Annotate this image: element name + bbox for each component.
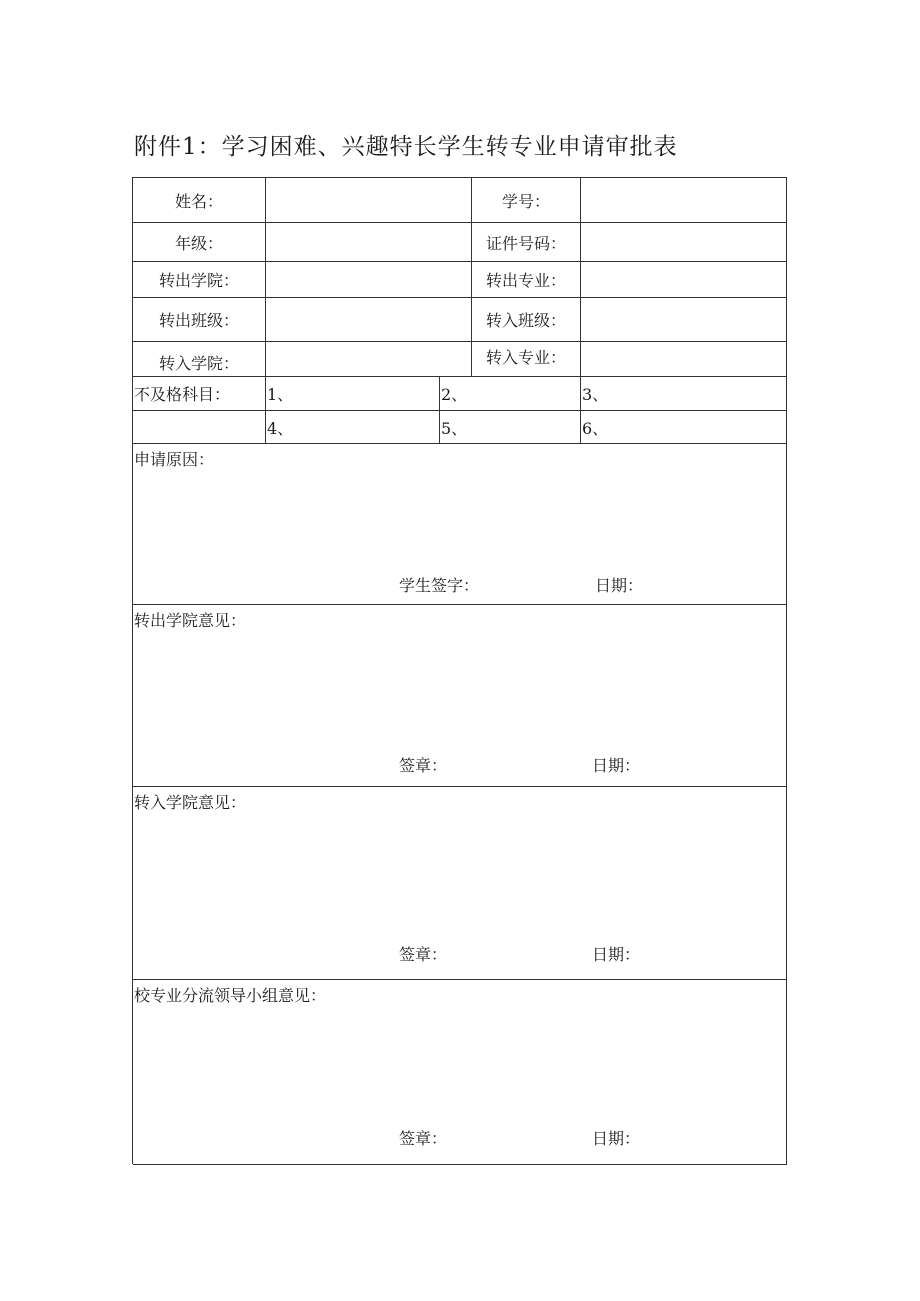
school-group-opinion-section[interactable] <box>133 980 787 1165</box>
to-college-date-label: 日期： <box>592 945 641 964</box>
failed-course-1[interactable] <box>266 377 440 411</box>
school-group-date-label: 日期： <box>592 1129 641 1148</box>
failed-course-2[interactable] <box>440 377 581 411</box>
from-college-opinion-label: 转出学院意见： <box>134 611 247 630</box>
from-class-label: 转出班级： <box>133 298 266 342</box>
name-field[interactable] <box>266 178 472 223</box>
from-college-label: 转出学院： <box>133 262 266 298</box>
name-label: 姓名： <box>133 178 266 223</box>
to-college-field[interactable] <box>266 342 472 377</box>
reason-label: 申请原因： <box>134 450 215 469</box>
from-major-label: 转出专业： <box>472 262 581 298</box>
from-major-field[interactable] <box>581 262 787 298</box>
to-college-opinion-section[interactable] <box>133 787 787 980</box>
to-major-label: 转入专业： <box>472 342 581 377</box>
student-signature-label: 学生签字： <box>399 576 480 595</box>
student-id-label: 学号： <box>472 178 581 223</box>
grade-label: 年级： <box>133 223 266 262</box>
failed-course-6[interactable] <box>581 411 787 444</box>
failed-courses-label: 不及格科目： <box>133 377 266 411</box>
failed-course-4[interactable] <box>266 411 440 444</box>
school-group-seal-label: 签章： <box>399 1129 448 1148</box>
failed-course-1-label: 1、 <box>267 385 294 404</box>
application-form <box>132 177 787 1164</box>
to-major-field[interactable] <box>581 342 787 377</box>
from-college-seal-label: 签章： <box>399 756 448 775</box>
from-college-field[interactable] <box>266 262 472 298</box>
failed-course-2-label: 2、 <box>441 385 468 404</box>
failed-course-4-label: 4、 <box>267 418 294 438</box>
failed-course-3-label: 3、 <box>582 385 609 404</box>
school-group-opinion-label: 校专业分流领导小组意见： <box>134 986 327 1005</box>
to-class-label: 转入班级： <box>472 298 581 342</box>
to-college-opinion-label: 转入学院意见： <box>134 793 247 812</box>
failed-course-6-label: 6、 <box>582 418 609 438</box>
from-class-field[interactable] <box>266 298 472 342</box>
failed-course-3[interactable] <box>581 377 787 411</box>
from-college-opinion-section[interactable] <box>133 605 787 787</box>
from-college-date-label: 日期： <box>592 756 641 775</box>
failed-course-5[interactable] <box>440 411 581 444</box>
page-title: 附件1：学习困难、兴趣特长学生转专业申请审批表 <box>134 134 678 160</box>
grade-field[interactable] <box>266 223 472 262</box>
failed-courses-blank <box>133 411 266 444</box>
student-id-field[interactable] <box>581 178 787 223</box>
reason-date-label: 日期： <box>595 576 644 595</box>
to-class-field[interactable] <box>581 298 787 342</box>
reason-section[interactable] <box>133 444 787 605</box>
id-number-field[interactable] <box>581 223 787 262</box>
failed-course-5-label: 5、 <box>441 418 468 438</box>
id-number-label: 证件号码： <box>472 223 581 262</box>
to-college-seal-label: 签章： <box>399 945 448 964</box>
to-college-label: 转入学院： <box>133 342 266 377</box>
